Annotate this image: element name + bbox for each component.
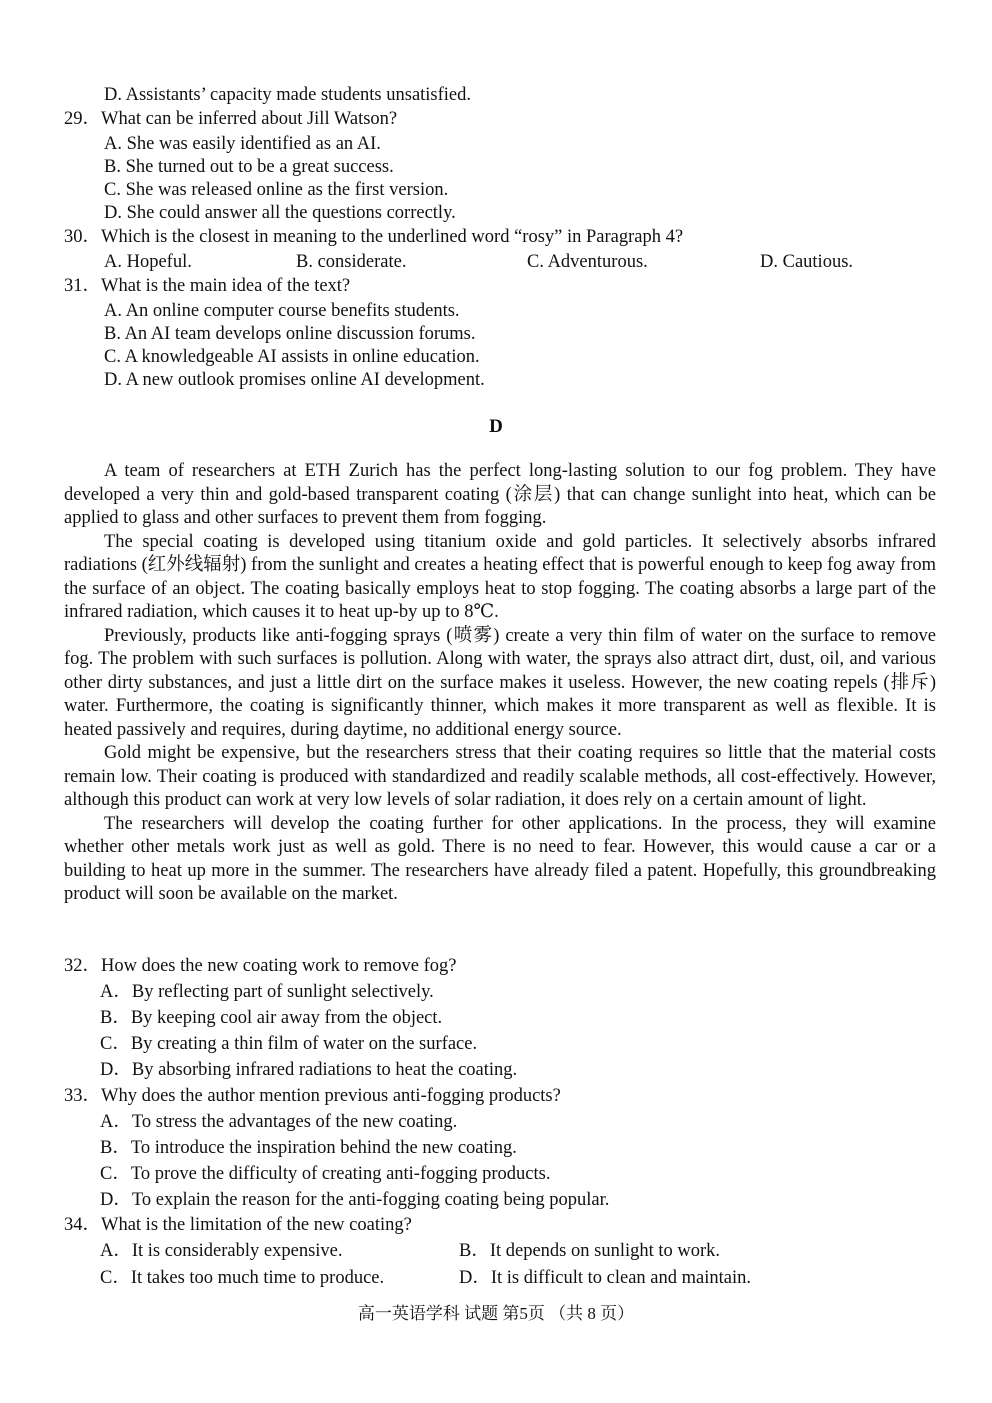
q30-option-a: A. Hopeful. <box>104 252 192 272</box>
q33-option-d: D．To explain the reason for the anti-fogging coating being popular. <box>100 1190 610 1210</box>
q29-stem: 29．What can be inferred about Jill Watson? <box>64 109 398 129</box>
q29-option-b: B. She turned out to be a great success. <box>104 157 394 177</box>
q28-option-d: D. Assistants’ capacity made students unsatisfied. <box>104 85 472 105</box>
q30-stem: 30．Which is the closest in meaning to the underlined word “rosy” in Paragraph 4? <box>64 227 684 247</box>
passage-paragraph-4: Gold might be expensive, but the researchers stress that their coating requires so little that the material costs remain low. Their coating is produced with standardized and readily scalable methods, all cost-effectively. However, although this product can work at very low levels of solar radiation, it does rely on a certain amount of light. <box>64 743 936 810</box>
page-footer: 高一英语学科 试题 第5页 （共 8 页） <box>357 1304 635 1323</box>
section-d-title: D <box>489 416 503 437</box>
passage-paragraph-5: The researchers will develop the coating further for other applications. In the process, they will examine whether other metals work just as well as gold. There is no need to fear. However, this would cause a car or a building to heat up more in the summer. The researchers have already filed a patent. Hopefully, this groundbreaking product will soon be available on the market. <box>64 813 936 904</box>
q31-option-d: D. A new outlook promises online AI development. <box>104 370 485 390</box>
passage-paragraph-2: The special coating is developed using titanium oxide and gold particles. It selectively absorbs infrared radiations (红外线辐射) from the sunlight and creates a heating effect that is powerful enough to keep fog away from the surface of an object. The coating basically employs heat to stop fogging. The coating absorbs a large part of the infrared radiation, which causes it to heat up-by up to 8℃. <box>64 531 936 622</box>
q33-stem: 33．Why does the author mention previous anti-fogging products? <box>64 1086 561 1106</box>
q33-option-c: C．To prove the difficulty of creating anti-fogging products. <box>100 1164 551 1184</box>
q29-option-a: A. She was easily identified as an AI. <box>104 134 381 154</box>
passage-d <box>64 460 936 907</box>
passage-paragraph-3: Previously, products like anti-fogging sprays (喷雾) create a very thin film of water on the surface to remove fog. The problem with such surfaces is pollution. Along with water, the sprays also attract dirt, dust, oil, and various other dirty substances, and just a little dirt on the surface makes it useless. However, the new coating repels (排斥) water. Furthermore, the coating is significantly thinner, which makes it more transparent as well as flexible. It is heated passively and requires, during daytime, no additional energy source. <box>64 625 936 740</box>
q34-option-b: B．It depends on sunlight to work. <box>459 1241 721 1261</box>
q33-option-a: A．To stress the advantages of the new coating. <box>100 1112 458 1132</box>
q31-stem: 31．What is the main idea of the text? <box>64 276 351 296</box>
q34-option-a: A．It is considerably expensive. <box>100 1241 343 1261</box>
q29-option-d: D. She could answer all the questions correctly. <box>104 203 456 223</box>
q33-option-b: B．To introduce the inspiration behind the new coating. <box>100 1138 517 1158</box>
q34-option-c: C．It takes too much time to produce. <box>100 1268 385 1288</box>
q31-option-c: C. A knowledgeable AI assists in online education. <box>104 347 480 367</box>
q34-option-d: D．It is difficult to clean and maintain. <box>459 1268 751 1288</box>
q32-stem: 32．How does the new coating work to remove fog? <box>64 956 457 976</box>
q30-option-d: D. Cautious. <box>760 252 854 272</box>
q32-option-a: A．By reflecting part of sunlight selectively. <box>100 982 434 1002</box>
passage-paragraph-1: A team of researchers at ETH Zurich has the perfect long-lasting solution to our fog problem. They have developed a very thin and gold-based transparent coating (涂层) that can change sunlight into heat, which can be applied to glass and other surfaces to prevent them from fogging. <box>64 461 936 528</box>
q30-option-c: C. Adventurous. <box>527 252 648 272</box>
q31-option-a: A. An online computer course benefits students. <box>104 301 460 321</box>
q30-option-b: B. considerate. <box>296 252 407 272</box>
q29-option-c: C. She was released online as the first version. <box>104 180 449 200</box>
q32-option-d: D．By absorbing infrared radiations to heat the coating. <box>100 1060 518 1080</box>
q32-option-c: C．By creating a thin film of water on the surface. <box>100 1034 478 1054</box>
q32-option-b: B．By keeping cool air away from the object. <box>100 1008 443 1028</box>
q31-option-b: B. An AI team develops online discussion forums. <box>104 324 476 344</box>
q34-stem: 34．What is the limitation of the new coating? <box>64 1215 412 1235</box>
